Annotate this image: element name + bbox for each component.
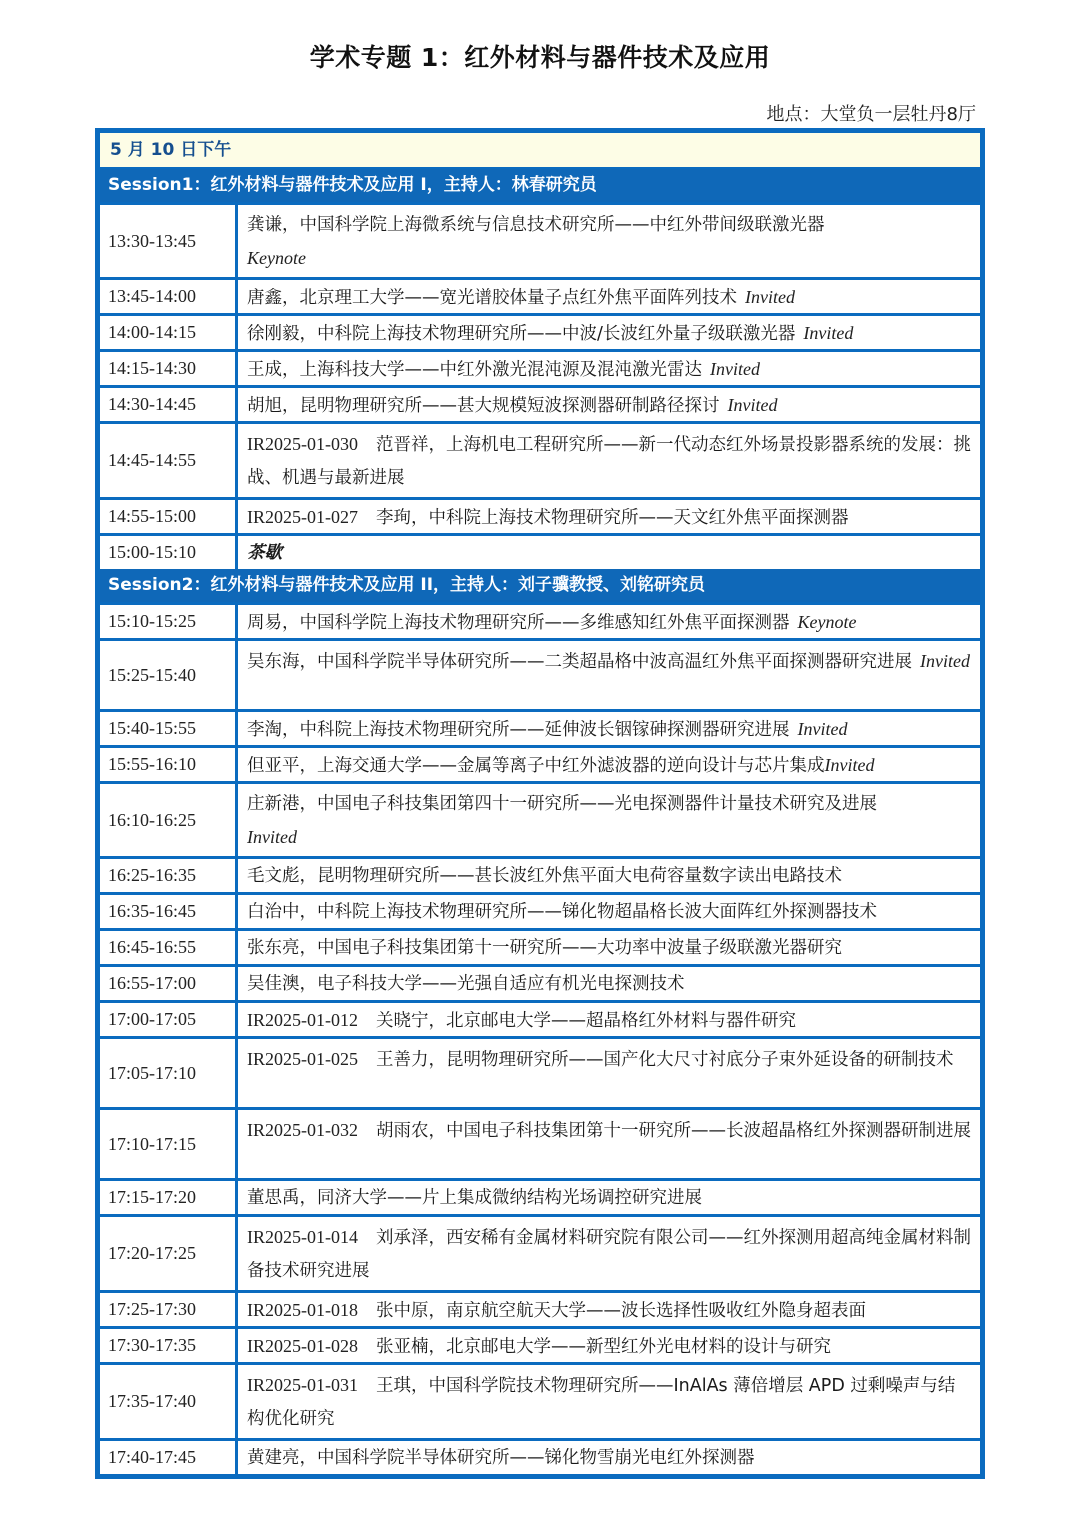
paper-id: IR2025-01-014 xyxy=(247,1227,358,1247)
table-row xyxy=(100,1326,980,1362)
paper-id: IR2025-01-031 xyxy=(247,1375,358,1395)
talk-text: 吴佳澳，电子科技大学——光强自适应有机光电探测技术 xyxy=(247,974,685,994)
talk-tag: Keynote xyxy=(247,248,306,268)
paper-id: IR2025-01-012 xyxy=(247,1010,358,1030)
talk-text: 唐鑫，北京理工大学——宽光谱胶体量子点红外焦平面阵列技术 xyxy=(247,288,737,308)
table-row xyxy=(100,349,980,385)
talk-tag: Invited xyxy=(247,827,297,847)
table-row xyxy=(100,1290,980,1326)
talk-cell xyxy=(238,205,980,277)
time-cell: 14:30-14:45 xyxy=(100,388,238,421)
table-row xyxy=(100,1362,980,1438)
date-header: 5 月 10 日下午 xyxy=(100,133,980,169)
time-cell: 17:20-17:25 xyxy=(100,1217,238,1290)
time-cell: 17:00-17:05 xyxy=(100,1003,238,1036)
time-cell: 15:00-15:10 xyxy=(100,536,238,569)
time-cell: 17:10-17:15 xyxy=(100,1110,238,1178)
talk-text: 吴东海，中国科学院半导体研究所——二类超晶格中波高温红外焦平面探测器研究进展 xyxy=(247,652,912,672)
table-row xyxy=(100,709,980,745)
talk-tag: Keynote xyxy=(797,612,857,632)
talk-cell xyxy=(238,712,980,745)
time-cell: 17:15-17:20 xyxy=(100,1181,238,1214)
table-row xyxy=(100,421,980,497)
talk-text: 李淘，中科院上海技术物理研究所——延伸波长铟镓砷探测器研究进展 xyxy=(247,720,790,740)
talk-text: 庄新港，中国电子科技集团第四十一研究所——光电探测器件计量技术研究及进展 xyxy=(247,794,877,814)
talk-tag: Invited xyxy=(797,719,848,739)
table-row xyxy=(100,1438,980,1474)
time-cell: 16:10-16:25 xyxy=(100,784,238,856)
paper-id: IR2025-01-027 xyxy=(247,507,358,527)
talk-text: 胡旭，昆明物理研究所——甚大规模短波探测器研制路径探讨 xyxy=(247,396,720,416)
talk-cell xyxy=(238,605,980,638)
table-row xyxy=(100,745,980,781)
time-cell: 17:40-17:45 xyxy=(100,1441,238,1474)
talk-cell xyxy=(238,1365,980,1438)
time-cell: 14:45-14:55 xyxy=(100,424,238,497)
table-row xyxy=(100,1000,980,1036)
talk-text: 范晋祥，上海机电工程研究所——新一代动态红外场景投影器系统的发展：挑战、机遇与最新进展 xyxy=(247,435,971,488)
talk-text: 白治中，中科院上海技术物理研究所——锑化物超晶格长波大面阵红外探测器技术 xyxy=(247,902,877,922)
talk-cell xyxy=(238,1110,980,1178)
time-cell: 15:55-16:10 xyxy=(100,748,238,781)
table-row xyxy=(100,928,980,964)
talk-cell xyxy=(238,1181,980,1214)
time-cell: 15:40-15:55 xyxy=(100,712,238,745)
time-cell: 15:25-15:40 xyxy=(100,641,238,709)
table-row xyxy=(100,781,980,856)
paper-id: IR2025-01-028 xyxy=(247,1336,358,1356)
session-header: Session1：红外材料与器件技术及应用 I，主持人：林春研究员 xyxy=(100,169,980,202)
talk-cell xyxy=(238,1293,980,1326)
talk-cell xyxy=(238,1217,980,1290)
talk-cell xyxy=(238,424,980,497)
table-row xyxy=(100,497,980,533)
talk-tag: Invited xyxy=(803,323,854,343)
paper-id: IR2025-01-018 xyxy=(247,1300,358,1320)
talk-text: 胡雨农，中国电子科技集团第十一研究所——长波超晶格红外探测器研制进展 xyxy=(376,1121,971,1141)
table-row xyxy=(100,892,980,928)
tea-break-label: 茶歇 xyxy=(247,543,282,563)
talk-text: 张中原，南京航空航天大学——波长选择性吸收红外隐身超表面 xyxy=(376,1301,866,1321)
talk-cell xyxy=(238,1039,980,1107)
table-row xyxy=(100,602,980,638)
talk-cell xyxy=(238,500,980,533)
talk-cell xyxy=(238,895,980,928)
table-row xyxy=(100,1214,980,1290)
table-row xyxy=(100,964,980,1000)
talk-tag: Invited xyxy=(920,651,970,671)
talk-text: 王善力，昆明物理研究所——国产化大尺寸衬底分子束外延设备的研制技术 xyxy=(376,1050,954,1070)
talk-cell xyxy=(238,352,980,385)
talk-cell xyxy=(238,1329,980,1362)
talk-text: 刘承泽，西安稀有金属材料研究院有限公司——红外探测用超高纯金属材料制备技术研究进展 xyxy=(247,1228,971,1281)
time-cell: 14:00-14:15 xyxy=(100,316,238,349)
table-row xyxy=(100,385,980,421)
time-cell: 13:30-13:45 xyxy=(100,205,238,277)
time-cell: 17:05-17:10 xyxy=(100,1039,238,1107)
table-row-break xyxy=(100,533,980,569)
time-cell: 16:25-16:35 xyxy=(100,859,238,892)
talk-text: 徐刚毅，中科院上海技术物理研究所——中波/长波红外量子级联激光器 xyxy=(247,324,796,344)
table-row xyxy=(100,313,980,349)
talk-tag: Invited xyxy=(727,395,778,415)
talk-text: 周易，中国科学院上海技术物理研究所——多维感知红外焦平面探测器 xyxy=(247,613,790,633)
paper-id: IR2025-01-030 xyxy=(247,434,358,454)
table-row xyxy=(100,202,980,277)
talk-cell xyxy=(238,859,980,892)
talk-text: 但亚平，上海交通大学——金属等离子中红外滤波器的逆向设计与芯片集成 xyxy=(247,756,825,776)
table-row xyxy=(100,856,980,892)
talk-cell xyxy=(238,280,980,313)
time-cell: 13:45-14:00 xyxy=(100,280,238,313)
paper-id: IR2025-01-032 xyxy=(247,1120,358,1140)
time-cell: 16:45-16:55 xyxy=(100,931,238,964)
session-header: Session2：红外材料与器件技术及应用 II，主持人：刘子骥教授、刘铭研究员 xyxy=(100,569,980,602)
talk-cell xyxy=(238,931,980,964)
talk-text: 王成，上海科技大学——中红外激光混沌源及混沌激光雷达 xyxy=(247,360,702,380)
talk-text: 龚谦，中国科学院上海微系统与信息技术研究所——中红外带间级联激光器 xyxy=(247,215,825,235)
talk-cell xyxy=(238,1441,980,1474)
time-cell: 17:30-17:35 xyxy=(100,1329,238,1362)
time-cell: 17:25-17:30 xyxy=(100,1293,238,1326)
talk-tag: Invited xyxy=(745,287,795,307)
time-cell: 15:10-15:25 xyxy=(100,605,238,638)
paper-id: IR2025-01-025 xyxy=(247,1049,358,1069)
table-row xyxy=(100,1178,980,1214)
time-cell: 14:15-14:30 xyxy=(100,352,238,385)
talk-text: 张东亮，中国电子科技集团第十一研究所——大功率中波量子级联激光器研究 xyxy=(247,938,842,958)
time-cell: 16:35-16:45 xyxy=(100,895,238,928)
talk-cell xyxy=(238,967,980,1000)
time-cell: 16:55-17:00 xyxy=(100,967,238,1000)
table-row xyxy=(100,638,980,709)
talk-cell xyxy=(238,641,980,709)
talk-text: 黄建亮，中国科学院半导体研究所——锑化物雪崩光电红外探测器 xyxy=(247,1448,755,1468)
talk-text: 关晓宁，北京邮电大学——超晶格红外材料与器件研究 xyxy=(376,1011,796,1031)
talk-text: 李珣，中科院上海技术物理研究所——天文红外焦平面探测器 xyxy=(376,508,849,528)
table-row xyxy=(100,277,980,313)
talk-cell xyxy=(238,536,980,569)
talk-cell xyxy=(238,784,980,856)
schedule-table xyxy=(95,128,985,1479)
talk-tag: Invited xyxy=(824,755,875,775)
table-row xyxy=(100,1107,980,1178)
talk-cell xyxy=(238,388,980,421)
location-label: 地点：大堂负一层牡丹8厅 xyxy=(766,104,976,125)
talk-cell xyxy=(238,316,980,349)
talk-text: 毛文彪，昆明物理研究所——甚长波红外焦平面大电荷容量数字读出电路技术 xyxy=(247,866,842,886)
page-title: 学术专题 1：红外材料与器件技术及应用 xyxy=(309,43,771,72)
talk-cell xyxy=(238,748,980,781)
talk-tag: Invited xyxy=(710,359,760,379)
table-row xyxy=(100,1036,980,1107)
talk-text: 张亚楠，北京邮电大学——新型红外光电材料的设计与研究 xyxy=(376,1337,831,1357)
time-cell: 17:35-17:40 xyxy=(100,1365,238,1438)
talk-cell xyxy=(238,1003,980,1036)
talk-text: 董思禹，同济大学——片上集成微纳结构光场调控研究进展 xyxy=(247,1188,702,1208)
time-cell: 14:55-15:00 xyxy=(100,500,238,533)
talk-text: 王琪，中国科学院技术物理研究所——InAlAs 薄倍增层 APD 过剩噪声与结构优化研究 xyxy=(247,1376,956,1429)
